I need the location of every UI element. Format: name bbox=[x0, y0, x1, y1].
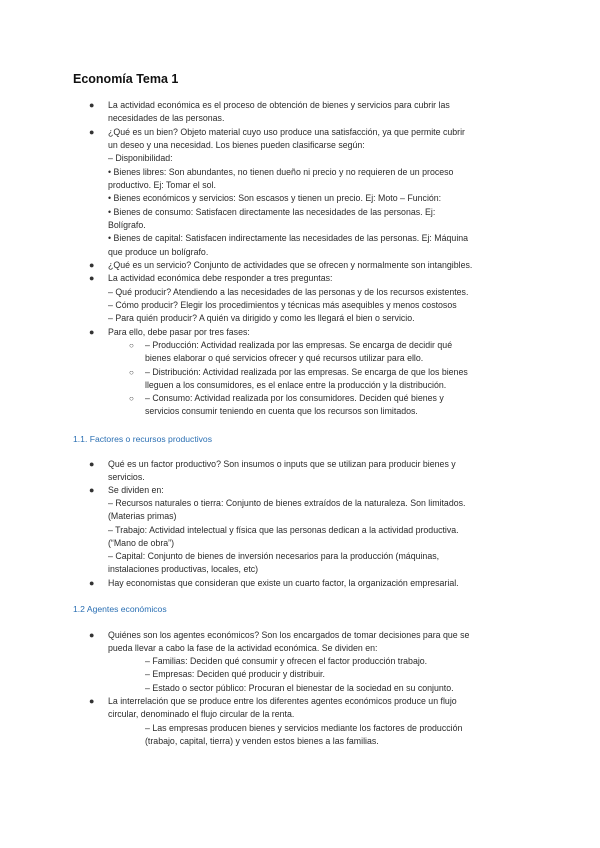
bullet: ● bbox=[89, 260, 95, 270]
text-line: • Bienes libres: Son abundantes, no tienen dueño ni precio y no requieren de un proceso bbox=[108, 167, 454, 177]
text-line: Se dividen en: bbox=[108, 485, 164, 495]
text-line: – Familias: Deciden qué consumir y ofrecen el factor producción trabajo. bbox=[145, 656, 428, 666]
text-line: Qué es un factor productivo? Son insumos o inputs que se utilizan para producir bienes y bbox=[108, 459, 456, 469]
bullet: ● bbox=[89, 100, 95, 110]
section-heading-agentes: 1.2 Agentes económicos bbox=[73, 604, 167, 614]
text-line: servicios consumir teniendo en cuenta que los recursos son limitados. bbox=[145, 406, 418, 416]
text-line: (“Mano de obra”) bbox=[108, 538, 175, 548]
bullet: ● bbox=[89, 630, 95, 640]
sub-bullet: ○ bbox=[129, 341, 134, 350]
text-line: pueda llevar a cabo la fase de la actividad económica. Se dividen en: bbox=[108, 643, 378, 653]
text-line: – Cómo producir? Elegir los procedimientos y técnicas más asequibles y menos costosos bbox=[108, 300, 457, 310]
text-line: (trabajo, capital, tierra) y venden estos bienes a las familias. bbox=[145, 736, 379, 746]
text-line: – Estado o sector público: Procuran el bienestar de la sociedad en su conjunto. bbox=[145, 683, 454, 693]
bullet: ● bbox=[89, 696, 95, 706]
text-line: • Bienes de capital: Satisfacen indirectamente las necesidades de las personas. Ej: Máquina bbox=[108, 233, 469, 243]
text-line: necesidades de las personas. bbox=[108, 113, 225, 123]
text-line: – Recursos naturales o tierra: Conjunto de bienes extraídos de la naturaleza. Son limitados. bbox=[108, 498, 466, 508]
text-line: La actividad económica es el proceso de obtención de bienes y servicios para cubrir las bbox=[108, 100, 450, 110]
bullet: ● bbox=[89, 273, 95, 283]
text-line: que produce un bolígrafo. bbox=[108, 247, 209, 257]
text-line: – Qué producir? Atendiendo a las necesidades de las personas y de los recursos existentes. bbox=[108, 287, 469, 297]
text-line: Quiénes son los agentes económicos? Son los encargados de tomar decisiones para que se bbox=[108, 630, 470, 640]
text-line: – Disponibilidad: bbox=[108, 153, 173, 163]
bullet: ● bbox=[89, 578, 95, 588]
bullet: ● bbox=[89, 327, 95, 337]
text-line: – Para quién producir? A quién va dirigido y como les llegará el bien o servicio. bbox=[108, 313, 415, 323]
text-line: – Consumo: Actividad realizada por los consumidores. Deciden qué bienes y bbox=[145, 393, 444, 403]
section-heading-factores: 1.1. Factores o recursos productivos bbox=[73, 434, 212, 444]
text-line: – Trabajo: Actividad intelectual y física que las personas dedican a la actividad productiva. bbox=[108, 525, 459, 535]
sub-bullet: ○ bbox=[129, 368, 134, 377]
page-title: Economía Tema 1 bbox=[73, 72, 179, 86]
text-line: – Distribución: Actividad realizada por las empresas. Se encarga de que los bienes bbox=[145, 367, 468, 377]
text-line: • Bienes económicos y servicios: Son escasos y tienen un precio. Ej: Moto – Función: bbox=[108, 193, 442, 203]
text-line: (Materias primas) bbox=[108, 511, 177, 521]
text-line: – Producción: Actividad realizada por las empresas. Se encarga de decidir qué bbox=[145, 340, 453, 350]
text-line: Para ello, debe pasar por tres fases: bbox=[108, 327, 250, 337]
bullet: ● bbox=[89, 459, 95, 469]
text-line: – Las empresas producen bienes y servicios mediante los factores de producción bbox=[145, 723, 463, 733]
text-line: instalaciones productivas, locales, etc) bbox=[108, 564, 259, 574]
text-line: circular, denominado el flujo circular de la renta. bbox=[108, 709, 295, 719]
text-line: productivo. Ej: Tomar el sol. bbox=[108, 180, 216, 190]
text-line: • Bienes de consumo: Satisfacen directamente las necesidades de las personas. Ej: bbox=[108, 207, 436, 217]
text-line: La actividad económica debe responder a tres preguntas: bbox=[108, 273, 333, 283]
text-line: bienes elaborar o qué servicios ofrecer y qué recursos utilizar para ello. bbox=[145, 353, 424, 363]
text-line: Hay economistas que consideran que existe un cuarto factor, la organización empresarial. bbox=[108, 578, 459, 588]
bullet: ● bbox=[89, 485, 95, 495]
text-line: – Empresas: Deciden qué producir y distribuir. bbox=[145, 669, 325, 679]
text-line: servicios. bbox=[108, 472, 145, 482]
text-line: La interrelación que se produce entre los diferentes agentes económicos produce un flujo bbox=[108, 696, 457, 706]
text-line: Bolígrafo. bbox=[108, 220, 146, 230]
text-line: un deseo y una necesidad. Los bienes pueden clasificarse según: bbox=[108, 140, 365, 150]
bullet: ● bbox=[89, 127, 95, 137]
text-line: ¿Qué es un bien? Objeto material cuyo uso produce una satisfacción, ya que permite cubrir bbox=[108, 127, 465, 137]
text-line: ¿Qué es un servicio? Conjunto de actividades que se ofrecen y normalmente son intangibles. bbox=[108, 260, 473, 270]
text-line: – Capital: Conjunto de bienes de inversión necesarios para la producción (máquinas, bbox=[108, 551, 440, 561]
sub-bullet: ○ bbox=[129, 394, 134, 403]
text-line: lleguen a los consumidores, es el enlace entre la producción y la distribución. bbox=[145, 380, 447, 390]
